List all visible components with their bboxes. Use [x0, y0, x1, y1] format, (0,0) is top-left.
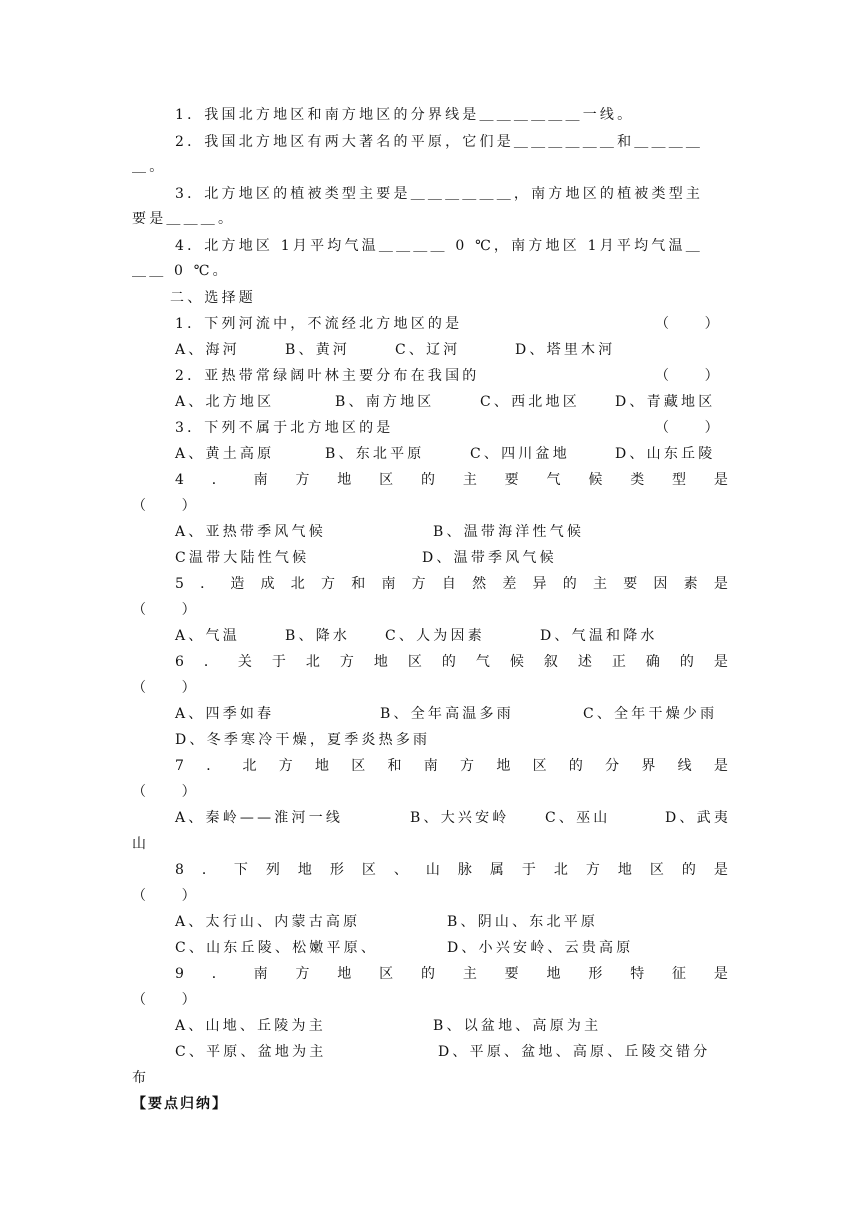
option-d: D、山东丘陵	[615, 446, 716, 462]
option-d: D、武夷	[665, 810, 732, 826]
stem-char: 区	[649, 862, 664, 878]
mc-question-3-stem	[175, 419, 394, 437]
stem-char: 4	[175, 472, 184, 488]
answer-paren: （ ）	[132, 602, 196, 618]
stem-char: 主	[462, 472, 477, 488]
stem-char: 线	[677, 758, 692, 774]
wrapped-text: 布	[132, 1070, 150, 1086]
stem-char: 主	[462, 966, 477, 982]
stem-char: 于	[271, 654, 286, 670]
option-a: A、北方地区	[175, 394, 275, 410]
answer-paren: （ ）	[655, 420, 719, 436]
answer-paren: （ ）	[132, 680, 196, 696]
section-title	[170, 289, 256, 307]
stem-char: ．	[206, 758, 221, 774]
mc-question-7-stem	[175, 757, 728, 775]
stem-char: 7	[175, 758, 184, 774]
stem-char: 南	[381, 576, 396, 592]
stem-char: 述	[577, 654, 592, 670]
stem-char: 区	[361, 862, 376, 878]
section-title-text: 二、选择题	[170, 290, 256, 306]
option-a: A、黄土高原	[175, 446, 275, 462]
stem-char: 方	[295, 966, 310, 982]
option-c: C、全年干燥少雨	[583, 706, 718, 722]
stem-char: 山	[425, 862, 440, 878]
stem-char: 征	[672, 966, 687, 982]
stem-char: 和	[387, 758, 402, 774]
stem-char: 地	[496, 758, 511, 774]
answer-paren: （ ）	[132, 784, 196, 800]
stem-char: 5	[175, 576, 184, 592]
stem-char: 方	[339, 654, 354, 670]
option-a: A、气温	[175, 628, 240, 644]
option-c: C、平原、盆地为主	[175, 1044, 327, 1060]
stem-char: 主	[592, 576, 607, 592]
option-b: B、阴山、东北平原	[447, 914, 599, 930]
fill-question-3	[175, 185, 703, 203]
question-text: 2．我国北方地区有两大著名的平原，它们是＿＿＿＿＿＿和＿＿＿＿	[175, 134, 704, 150]
mc-question-9-stem	[175, 965, 728, 983]
stem-char: 属	[489, 862, 504, 878]
option-b: B、温带海洋性气候	[433, 524, 585, 540]
stem-char: 的	[679, 654, 694, 670]
stem-char: 形	[588, 966, 603, 982]
stem-char: 区	[351, 758, 366, 774]
stem-char: 6	[175, 654, 184, 670]
stem-char: 关	[237, 654, 252, 670]
option-d: D、气温和降水	[540, 628, 658, 644]
fill-question-1	[175, 106, 634, 124]
stem-char: 特	[630, 966, 645, 982]
stem-char: 候	[509, 654, 524, 670]
stem-char: 方	[411, 576, 426, 592]
answer-paren: （ ）	[132, 498, 196, 514]
stem-char: 要	[623, 576, 638, 592]
stem-char: 地	[337, 966, 352, 982]
stem-char: 气	[546, 472, 561, 488]
stem-char: 造	[230, 576, 245, 592]
stem-char: 南	[253, 472, 268, 488]
stem-char: 异	[532, 576, 547, 592]
option-d: D、塔里木河	[515, 342, 616, 358]
stem-char: 自	[441, 576, 456, 592]
stem-char: ．	[203, 654, 218, 670]
option-b: B、全年高温多雨	[380, 706, 514, 722]
question-text: 要是＿＿＿。	[132, 211, 236, 227]
stem-char: 地	[546, 966, 561, 982]
stem-char: 地	[373, 654, 388, 670]
stem-char: 南	[253, 966, 268, 982]
stem-char: 地	[617, 862, 632, 878]
option-c: C、山东丘陵、松嫩平原、	[175, 940, 379, 956]
stem-char: 因	[653, 576, 668, 592]
summary-heading	[132, 1095, 228, 1113]
stem-char: 、	[393, 862, 408, 878]
stem-char: ．	[200, 576, 215, 592]
stem-char: 成	[260, 576, 275, 592]
stem-char: 方	[585, 862, 600, 878]
option-c: C、巫山	[545, 810, 611, 826]
stem-char: 北	[242, 758, 257, 774]
stem-char: 的	[420, 966, 435, 982]
stem-char: 差	[502, 576, 517, 592]
stem-char: 地	[337, 472, 352, 488]
option-a: A、四季如春	[175, 706, 275, 722]
stem-char: 方	[460, 758, 475, 774]
stem-char: 候	[588, 472, 603, 488]
mc-question-1-stem	[175, 315, 462, 333]
stem-char: 方	[295, 472, 310, 488]
stem-char: 类	[630, 472, 645, 488]
option-a: A、秦岭——淮河一线	[175, 810, 344, 826]
question-stem: 1．下列河流中，不流经北方地区的是	[175, 316, 463, 332]
stem-char: 区	[379, 472, 394, 488]
question-text: ＿。	[132, 159, 167, 175]
option-b: B、大兴安岭	[410, 810, 510, 826]
mc-question-2-stem	[175, 367, 480, 385]
option-b: B、东北平原	[325, 446, 425, 462]
stem-char: 下	[233, 862, 248, 878]
stem-char: 脉	[457, 862, 472, 878]
answer-paren: （ ）	[132, 992, 196, 1008]
mc-question-6-options-2	[175, 731, 430, 749]
option-d: D、小兴安岭、云贵高原	[447, 940, 634, 956]
stem-char: 然	[472, 576, 487, 592]
stem-char: 地	[314, 758, 329, 774]
stem-char: 分	[605, 758, 620, 774]
stem-char: 是	[713, 472, 728, 488]
mc-question-9-wrap	[132, 1069, 149, 1087]
option-c: C、人为因素	[385, 628, 485, 644]
fill-question-3-wrap	[132, 210, 235, 228]
fill-question-2-wrap	[132, 158, 166, 176]
stem-char: 北	[305, 654, 320, 670]
stem-char: 南	[423, 758, 438, 774]
option-c: C、辽河	[395, 342, 461, 358]
stem-char: 要	[504, 966, 519, 982]
fill-question-2	[175, 133, 703, 151]
stem-char: 正	[611, 654, 626, 670]
answer-paren: （ ）	[132, 888, 196, 904]
question-text: ＿＿ 0 ℃。	[132, 263, 230, 279]
option-c: C温带大陆性气候	[175, 550, 310, 566]
option-c: C、四川盆地	[470, 446, 570, 462]
stem-char: 的	[681, 862, 696, 878]
stem-char: 型	[672, 472, 687, 488]
option-d: D、冬季寒冷干燥，夏季炎热多雨	[175, 732, 431, 748]
fill-question-4-wrap	[132, 262, 230, 280]
option-c: C、西北地区	[480, 394, 580, 410]
stem-char: 区	[379, 966, 394, 982]
answer-paren: （ ）	[655, 368, 719, 384]
option-b: B、降水	[285, 628, 351, 644]
stem-char: 方	[278, 758, 293, 774]
question-stem: 2．亚热带常绿阔叶林主要分布在我国的	[175, 368, 480, 384]
stem-char: 确	[645, 654, 660, 670]
mc-question-4-stem	[175, 471, 728, 489]
stem-char: 地	[297, 862, 312, 878]
option-b: B、黄河	[285, 342, 351, 358]
answer-paren: （ ）	[655, 316, 719, 332]
stem-char: 的	[568, 758, 583, 774]
option-b: B、以盆地、高原为主	[433, 1018, 602, 1034]
stem-char: 于	[521, 862, 536, 878]
stem-char: ．	[201, 862, 216, 878]
stem-char: 区	[532, 758, 547, 774]
stem-char: 要	[504, 472, 519, 488]
stem-char: 8	[175, 862, 184, 878]
stem-char: ．	[211, 472, 226, 488]
stem-char: 形	[329, 862, 344, 878]
stem-char: 9	[175, 966, 184, 982]
stem-char: 的	[562, 576, 577, 592]
stem-char: 北	[290, 576, 305, 592]
stem-char: 素	[683, 576, 698, 592]
stem-char: 区	[407, 654, 422, 670]
stem-char: ．	[211, 966, 226, 982]
stem-char: 是	[713, 862, 728, 878]
summary-heading-text: 【要点归纳】	[132, 1096, 228, 1112]
mc-question-6-stem	[175, 653, 728, 671]
mc-question-5-stem	[175, 575, 728, 593]
fill-question-4	[175, 237, 703, 255]
option-b: B、南方地区	[335, 394, 435, 410]
stem-char: 是	[713, 966, 728, 982]
stem-char: 列	[265, 862, 280, 878]
wrapped-text: 山	[132, 836, 150, 852]
mc-question-8-stem	[175, 861, 728, 879]
option-d: D、青藏地区	[615, 394, 716, 410]
stem-char: 的	[420, 472, 435, 488]
stem-char: 是	[713, 758, 728, 774]
question-text: 1．我国北方地区和南方地区的分界线是＿＿＿＿＿＿一线。	[175, 107, 635, 123]
stem-char: 是	[713, 576, 728, 592]
stem-char: 叙	[543, 654, 558, 670]
question-text: 4．北方地区 1月平均气温＿＿＿＿ 0 ℃，南方地区 1月平均气温＿	[175, 238, 703, 254]
question-text: 3．北方地区的植被类型主要是＿＿＿＿＿＿，南方地区的植被类型主	[175, 186, 704, 202]
stem-char: 气	[475, 654, 490, 670]
question-stem: 3．下列不属于北方地区的是	[175, 420, 394, 436]
stem-char: 和	[351, 576, 366, 592]
option-a: A、山地、丘陵为主	[175, 1018, 326, 1034]
stem-char: 界	[641, 758, 656, 774]
option-d: D、温带季风气候	[422, 550, 557, 566]
stem-char: 是	[713, 654, 728, 670]
option-a: A、亚热带季风气候	[175, 524, 326, 540]
option-d: D、平原、盆地、高原、丘陵交错分	[438, 1044, 711, 1060]
stem-char: 北	[553, 862, 568, 878]
mc-question-7-wrap	[132, 835, 149, 853]
option-a: A、海河	[175, 342, 240, 358]
stem-char: 的	[441, 654, 456, 670]
option-a: A、太行山、内蒙古高原	[175, 914, 361, 930]
stem-char: 方	[321, 576, 336, 592]
